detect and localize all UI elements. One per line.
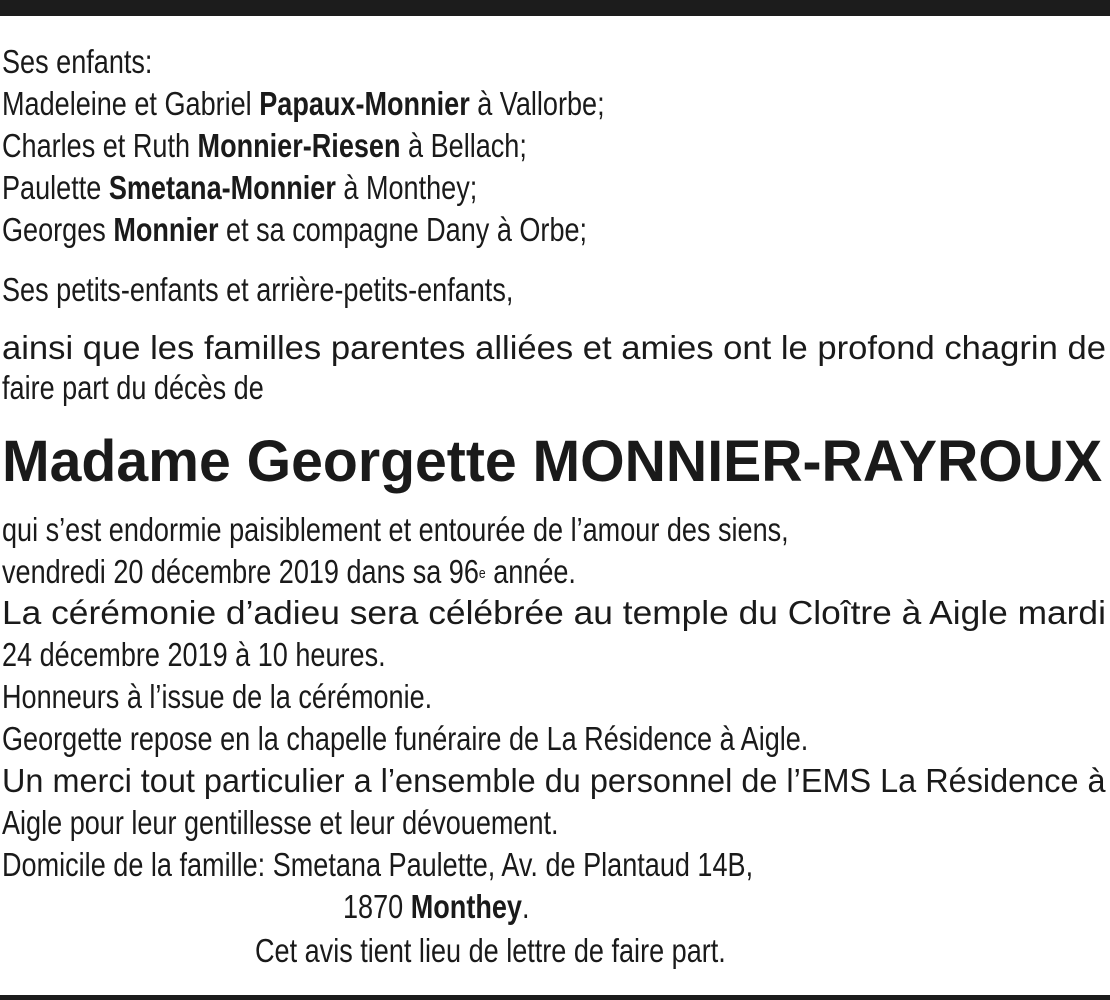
child-first-names: Georges: [2, 211, 114, 248]
child-location: à Bellach;: [400, 127, 527, 164]
address-city-line: [343, 887, 529, 927]
child-surname: Papaux-Monnier: [259, 85, 470, 122]
period: .: [521, 888, 530, 925]
child-surname: Smetana-Monnier: [108, 169, 336, 206]
grandchildren-line: Ses petits-enfants et arrière-petits-enfants,: [2, 271, 514, 308]
child-first-names: Paulette: [2, 169, 109, 206]
child-location: à Monthey;: [335, 169, 478, 206]
ceremony-line: La cérémonie d’adieu sera célébrée au temple du Cloître à Aigle mardi: [2, 594, 1106, 631]
families-line-2: faire part du décès de: [2, 369, 264, 406]
body-line: 24 décembre 2019 à 10 heures.: [2, 636, 386, 673]
families-line: ainsi que les familles parentes alliées et amies ont le profond chagrin de: [2, 329, 1106, 366]
child-line: [2, 84, 605, 124]
body-line: [2, 552, 576, 592]
child-first-names: Charles et Ruth: [2, 127, 198, 164]
children-intro: Ses enfants:: [2, 43, 153, 80]
deceased-name: Madame Georgette MONNIER-RAYROUX: [2, 429, 1103, 494]
child-line: [2, 210, 587, 250]
child-line: [2, 168, 477, 208]
date-text: vendredi 20 décembre 2019 dans sa 96: [2, 553, 479, 590]
child-surname: Monnier-Riesen: [197, 127, 401, 164]
child-location: et sa compagne Dany à Orbe;: [218, 211, 588, 248]
postcode: 1870: [343, 888, 411, 925]
body-line: qui s’est endormie paisiblement et entourée de l’amour des siens,: [2, 511, 789, 548]
child-location: à Vallorbe;: [469, 85, 605, 122]
child-surname: Monnier: [113, 211, 219, 248]
child-first-names: Madeleine et Gabriel: [2, 85, 260, 122]
body-line: Honneurs à l’issue de la cérémonie.: [2, 678, 433, 715]
address-line: Domicile de la famille: Smetana Paulette, Av. de Plantaud 14B,: [2, 846, 754, 883]
top-rule: [0, 0, 1110, 16]
city: Monthey: [410, 888, 522, 925]
bottom-rule: [0, 995, 1110, 1000]
body-line: Georgette repose en la chapelle funéraire de La Résidence à Aigle.: [2, 720, 809, 757]
thanks-line: Un merci tout particulier a l’ensemble du personnel de l’EMS La Résidence à: [2, 762, 1106, 799]
body-line: Aigle pour leur gentillesse et leur dévouement.: [2, 804, 559, 841]
child-line: [2, 126, 527, 166]
ordinal-sup: e: [478, 566, 486, 582]
closing-line: Cet avis tient lieu de lettre de faire part.: [255, 932, 726, 969]
date-text-end: année.: [485, 553, 576, 590]
